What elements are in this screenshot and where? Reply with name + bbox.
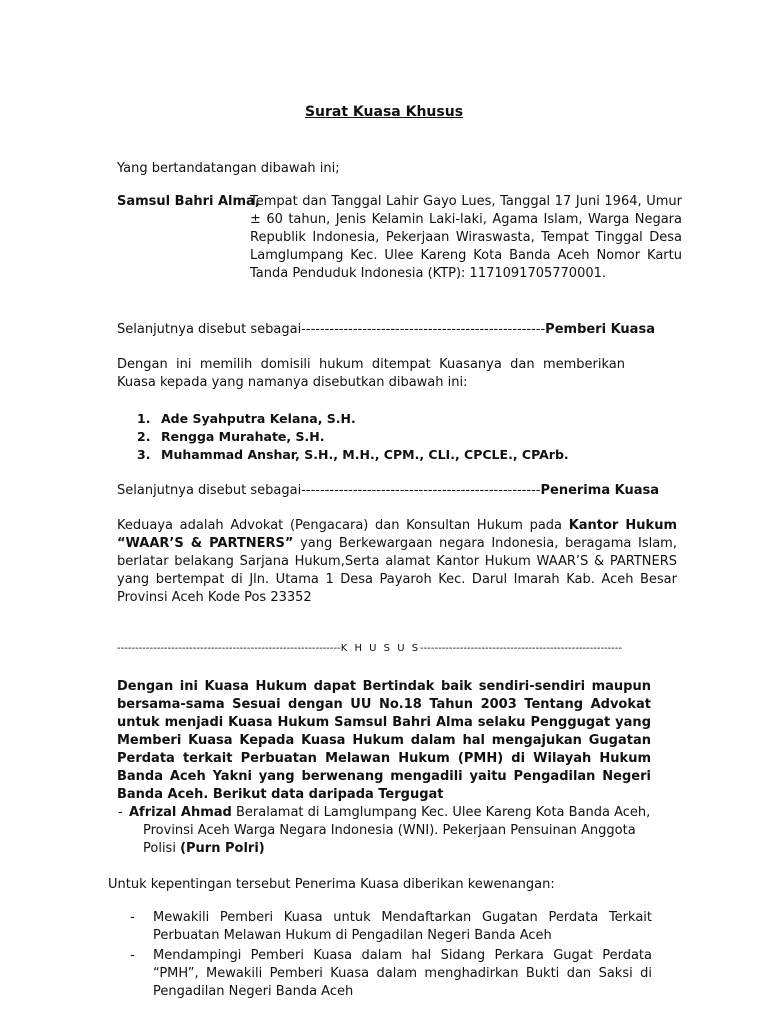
powers-list <box>130 909 652 1003</box>
powers-intro: Untuk kepentingan tersebut Penerima Kuasa diberikan kewenangan: <box>108 877 555 892</box>
document-page: Surat Kuasa Khusus Yang bertandatangan dibawah ini; Samsul Bahri Alma, Tempat dan Tanggal Lahir Gayo Lues, Tanggal 17 Juni 1964, Umur ± 60 tahun, Jenis Kelamin Laki-laki, Agama Islam, Warga Negara Republik Indonesia, Pekerjaan Wiraswasta, Tempat Tinggal Desa Lamglumpang Kec. Ulee Kareng Kota Banda Aceh Nomor Kartu Tanda Penduduk Indonesia (KTP): 1171091705770001. Selanjutnya disebut sebagai----------------------------------------------------Pemberi Kuasa Dengan ini memilih domisili hukum ditempat Kuasanya dan memberikan Kuasa kepada yang namanya disebutkan dibawah ini: 1. Ade Syahputra Kelana, S.H. 2. Rengga Murahate, S.H. 3. Muhammad Anshar, S.H., M.H., CPM., CLI., CPCLE., CPArb. Selanjutnya disebut sebagai---------------------------------------------------Penerima Kuasa Keduaya adalah Advokat (Pengacara) dan Konsultan Hukum pada Kantor Hukum “WAAR’S & PARTNERS” yang Berkewargaan negara Indonesia, beragama Islam, berlatar belakang Sarjana Hukum,Serta alamat Kantor Hukum WAAR’S & PARTNERS yang bertempat di Jln. Utama 1 Desa Payaroh Kec. Darul Imarah Kab. Aceh Besar Provinsi Aceh Kode Pos 23352 --------------------------------------------------------------K H U S U S-------------------------------------------------------- Dengan ini Kuasa Hukum dapat Bertindak baik sendiri-sendiri maupun bersama-sama Sesuai dengan UU No.18 Tahun 2003 Tentang Advokat untuk menjadi Kuasa Hukum Samsul Bahri Alma selaku Penggugat yang Memberi Kuasa Kepada Kuasa Hukum dalam hal mengajukan Gugatan Perdata terkait Perbuatan Melawan Hukum (PMH) di Wilayah Hukum Banda Aceh Yakni yang berwenang mengadili yaitu Pengadilan Negeri Banda Aceh. Berikut data daripada Tergugat - Afrizal Ahmad Beralamat di Lamglumpang Kec. Ulee Kareng Kota Banda Aceh, Provinsi Aceh Warga Negara Indonesia (WNI). Pekerjaan Pensuinan Anggota Polisi (Purn Polri) Untuk kepentingan tersebut Penerima Kuasa diberikan kewenangan: - Mewakili Pemberi Kuasa untuk Mendaftarkan Gugatan Perdata Terkait Perbuatan Melawan Hukum di Pengadilan Negeri Banda Aceh - Mendampingi Pemberi Kuasa dalam hal Sidang Perkara Gugat Perdata “PMH”, Mewakili Pemberi Kuasa dalam menghadirkan Bukti dan Saksi di Pengadilan Negeri Banda Aceh <box>0 0 768 1024</box>
authority-paragraph: Dengan ini Kuasa Hukum dapat Bertindak baik sendiri-sendiri maupun bersama-sama Sesuai dengan UU No.18 Tahun 2003 Tentang Advokat untuk menjadi Kuasa Hukum Samsul Bahri Alma selaku Penggugat yang Memberi Kuasa Kepada Kuasa Hukum dalam hal mengajukan Gugatan Perdata terkait Perbuatan Melawan Hukum (PMH) di Wilayah Hukum Banda Aceh Yakni yang berwenang mengadili yaitu Pengadilan Negeri Banda Aceh. Berikut data daripada Tergugat <box>117 679 651 802</box>
dash-leader: --------------------------------------------------- <box>301 483 541 498</box>
defendant-name-inline: Afrizal Ahmad <box>129 805 232 820</box>
list-item: 2. Rengga Murahate, S.H. <box>137 429 325 444</box>
khusus-label: K H U S U S <box>340 643 421 654</box>
pemberi-kuasa-line: Selanjutnya disebut sebagai----------------------------------------------------Pemberi Kuasa <box>117 322 655 337</box>
list-item: - Mewakili Pemberi Kuasa untuk Mendaftarkan Gugatan Perdata Terkait Perbuatan Melawan Hukum di Pengadilan Negeri Banda Aceh <box>130 910 652 943</box>
list-item: 1. Ade Syahputra Kelana, S.H. <box>137 411 356 426</box>
grantor-name: Samsul Bahri Alma, <box>117 194 260 209</box>
defendant-description: Beralamat di Lamglumpang Kec. Ulee Kareng Kota Banda Aceh, Provinsi Aceh Warga Negara Indonesia (WNI). Pekerjaan Pensuinan Anggota Polisi <box>143 805 651 856</box>
firm-name: Kantor Hukum “WAAR’S & PARTNERS” <box>117 518 677 551</box>
penerima-kuasa-line: Selanjutnya disebut sebagai---------------------------------------------------Penerima Kuasa <box>117 483 659 498</box>
role-label: Pemberi Kuasa <box>545 322 655 337</box>
attorney-list <box>137 410 569 464</box>
firm-paragraph: Keduaya adalah Advokat (Pengacara) dan Konsultan Hukum pada Kantor Hukum “WAAR’S & PARTNERS” yang Berkewargaan negara Indonesia, beragama Islam, berlatar belakang Sarjana Hukum,Serta alamat Kantor Hukum WAAR’S & PARTNERS yang bertempat di Jln. Utama 1 Desa Payaroh Kec. Darul Imarah Kab. Aceh Besar Provinsi Aceh Kode Pos 23352 <box>117 518 677 605</box>
list-item: 3. Muhammad Anshar, S.H., M.H., CPM., CLI., CPCLE., CPArb. <box>137 447 569 462</box>
intro-text: Yang bertandatangan dibawah ini; <box>117 161 340 176</box>
defendant-text <box>129 804 666 858</box>
defendant-status: (Purn Polri) <box>180 841 265 856</box>
list-item: - Mendampingi Pemberi Kuasa dalam hal Sidang Perkara Gugat Perdata “PMH”, Mewakili Pemberi Kuasa dalam menghadirkan Bukti dan Saksi di Pengadilan Negeri Banda Aceh <box>130 948 652 999</box>
khusus-divider: --------------------------------------------------------------K H U S U S-------------------------------------------------------- <box>117 643 623 654</box>
domicile-paragraph: Dengan ini memilih domisili hukum ditempat Kuasanya dan memberikan Kuasa kepada yang namanya disebutkan dibawah ini: <box>117 357 625 390</box>
grantor-details: Tempat dan Tanggal Lahir Gayo Lues, Tanggal 17 Juni 1964, Umur ± 60 tahun, Jenis Kelamin Laki-laki, Agama Islam, Warga Negara Republik Indonesia, Pekerjaan Wiraswasta, Tempat Tinggal Desa Lamglumpang Kec. Ulee Kareng Kota Banda Aceh Nomor Kartu Tanda Penduduk Indonesia (KTP): 1171091705770001. <box>250 194 682 281</box>
role-label: Penerima Kuasa <box>540 483 659 498</box>
document-title: Surat Kuasa Khusus <box>304 104 464 120</box>
dash-leader: ---------------------------------------------------- <box>301 322 546 337</box>
